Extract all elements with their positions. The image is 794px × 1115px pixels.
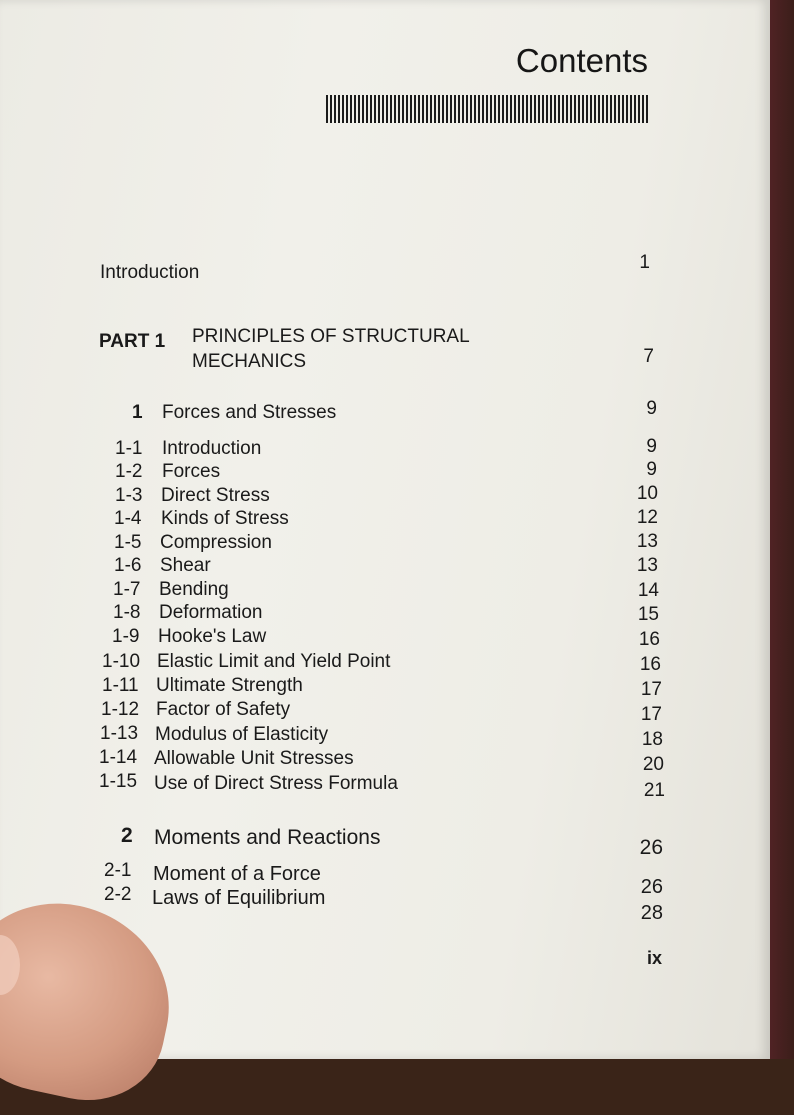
toc-section-title: Allowable Unit Stresses	[154, 748, 354, 769]
toc-section-page: 18	[641, 729, 663, 750]
toc-section-number: 1-1	[115, 438, 143, 459]
toc-section-number: 1-9	[112, 626, 140, 647]
toc-section-title: Ultimate Strength	[156, 675, 303, 696]
toc-section-number: 1-12	[101, 699, 140, 720]
toc-introduction-page: 1	[639, 252, 650, 273]
toc-section-number: 1-14	[99, 747, 138, 768]
toc-section-title: Modulus of Elasticity	[155, 724, 329, 745]
toc-section-title: Forces	[162, 461, 221, 482]
toc-section-number: 1-10	[102, 651, 141, 672]
toc-section-page: 13	[636, 555, 658, 576]
toc-section-number: 1-5	[114, 532, 142, 553]
toc-section-number: 1-2	[115, 461, 143, 482]
toc-section-title: Kinds of Stress	[161, 508, 289, 529]
toc-section-page: 28	[640, 902, 663, 924]
toc-chapter-title: Moments and Reactions	[154, 826, 381, 849]
toc-introduction-title: Introduction	[100, 262, 200, 283]
toc-section-page: 14	[637, 580, 659, 601]
toc-section-title: Factor of Safety	[156, 699, 291, 720]
toc-section-title: Hooke's Law	[158, 626, 267, 647]
toc-section-title: Elastic Limit and Yield Point	[157, 651, 391, 672]
page-folio: ix	[647, 948, 663, 968]
toc-section-number: 1-4	[114, 508, 142, 529]
toc-section-number: 1-13	[100, 723, 139, 744]
toc-section-number: 2-2	[104, 884, 132, 905]
toc-section-title: Laws of Equilibrium	[152, 887, 326, 909]
toc-section-page: 21	[643, 780, 665, 801]
toc-section-number: 1-3	[115, 485, 143, 506]
toc-chapter-page: 26	[639, 836, 663, 859]
toc-section-page: 26	[640, 876, 663, 898]
toc-section-page: 9	[646, 459, 657, 480]
toc-section-page: 9	[646, 436, 657, 457]
toc-part-title-line2: MECHANICS	[192, 351, 307, 372]
toc-section-title: Shear	[160, 555, 211, 576]
toc-section-page: 17	[640, 704, 662, 725]
toc-chapter-page: 9	[646, 398, 657, 419]
toc-section-title: Moment of a Force	[153, 863, 321, 885]
toc-section-title: Direct Stress	[161, 485, 270, 506]
toc-section-title: Bending	[159, 579, 229, 600]
toc-section-page: 16	[639, 654, 661, 675]
toc-section-page: 10	[636, 483, 658, 504]
toc-chapter-title: Forces and Stresses	[162, 402, 337, 423]
toc-section-number: 2-1	[104, 860, 132, 881]
toc-section-page: 16	[638, 629, 660, 650]
toc-section-title: Introduction	[162, 438, 262, 459]
toc-section-page: 17	[640, 679, 662, 700]
toc-part-title-line1: PRINCIPLES OF STRUCTURAL	[192, 326, 470, 347]
toc-part-label: PART 1	[99, 331, 166, 352]
toc-section-page: 20	[642, 754, 664, 775]
toc-section-number: 1-8	[113, 602, 141, 623]
toc-chapter-number: 2	[121, 824, 133, 847]
toc-section-title: Use of Direct Stress Formula	[154, 773, 398, 794]
toc-section-page: 13	[636, 531, 658, 552]
toc-section-page: 15	[637, 604, 659, 625]
toc-section-number: 1-15	[99, 771, 138, 792]
toc-chapter-number: 1	[132, 402, 143, 423]
toc-section-number: 1-6	[114, 555, 142, 576]
toc-section-page: 12	[636, 507, 658, 528]
toc-section-number: 1-11	[102, 675, 139, 696]
toc-part-page: 7	[643, 346, 654, 367]
toc-section-title: Compression	[160, 532, 272, 553]
decorative-bar-rule	[326, 95, 650, 123]
toc-section-number: 1-7	[113, 579, 141, 600]
toc-section-title: Deformation	[159, 602, 263, 623]
page-title: Contents	[515, 42, 648, 79]
